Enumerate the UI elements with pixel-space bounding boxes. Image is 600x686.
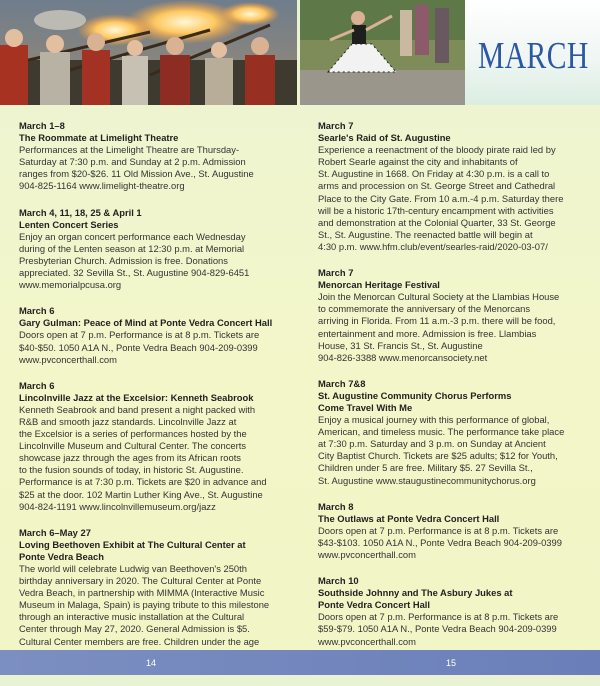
event-description: Experience a reenactment of the bloody pirate raid led by Robert Searle against the city and inhabitants of St. Augustine in 1668. On Friday at 4:30 p.m. is a call to arms and procession on St. George Street and Cathedral Place to the City Gate. From 10 a.m.-4 p.m. Saturday there will be a historic 17th-century encampment with activities and demonstration at the Colonial Quarter, 33 St. George St., St. Augustine. The reenacted battle will begin at 4:30 p.m. www.hfm.club/event/searles-raid/2020-03-07/ xyxy=(318,144,564,252)
event-item xyxy=(19,305,289,365)
event-description: Enjoy a musical journey with this performance of global, American, and timeless music. The performance take place at 7:30 p.m. Saturday and 3 p.m. on Sunday at Ancient City Baptist Church. Tickets are $25 adults; $12 for Youth, Children under 5 are free. Military $5. 27 Sevilla St., St. Augustine www.staugustinecommunitychorus.org xyxy=(318,414,565,486)
page-number-right: 15 xyxy=(446,658,457,668)
right-column xyxy=(318,120,586,662)
event-date: March 7 xyxy=(318,267,354,279)
event-description: Doors open at 7 p.m. Performance is at 8 p.m. Tickets are $59-$79. 1050 A1A N., Ponte Vedra Beach 904-209-0399 www.pvconcerthall.com xyxy=(318,611,559,647)
event-item xyxy=(318,378,586,487)
event-date: March 10 xyxy=(318,575,359,587)
event-title: The Roommate at Limelight Theatre xyxy=(19,132,179,144)
event-description: The world will celebrate Ludwig van Beethoven's 250th birthday anniversary in 2020. The Cultural Center at Ponte Vedra Beach, in partnership with MIMMA (Interactive Music Museum in Malaga, Spain) is paying tribute to this milestone through an interactive music installation at the Cultural Center through May 27, 2020. General Admission is $5. Cultural Center members are free. Children under the age xyxy=(19,563,270,647)
event-description: Join the Menorcan Cultural Society at the Llambias House to commemorate the anniversary of the Menorcans arriving in Florida. From 11 a.m.-3 p.m. there will be food, entertainment and more. Admission is free. Llambias House, 31 St. Francis St., St. Augustine 904-826-3388 www.menorcansociety.net xyxy=(318,291,560,363)
event-title: Gary Gulman: Peace of Mind at Ponte Vedra Concert Hall xyxy=(19,317,273,329)
event-item xyxy=(19,380,289,513)
event-date: March 7&8 xyxy=(318,377,366,389)
event-description: Enjoy an organ concert performance each Wednesday during of the Lenten season at 12:30 p.m. at Memorial Presbyterian Church. Admission is free. Donations appreciated. 32 Sevilla St., St. Augustine 904-829-6451 www.memorialpcusa.org xyxy=(19,230,250,291)
event-description: Performances at the Limelight Theatre are Thursday- Saturday at 7:30 p.m. and Sunday at 2 p.m. Admission ranges from $20-$26. 11 Old Mission Ave., St. Augustine 904-825-1164 www.limelight-theatre.org xyxy=(19,144,254,192)
event-date: March 7 xyxy=(318,120,354,131)
event-title: Southside Johnny and The Asbury Jukes at Ponte Vedra Concert Hall xyxy=(318,587,513,611)
left-column xyxy=(19,120,289,686)
month-title: MARCH xyxy=(478,35,589,77)
event-title: St. Augustine Community Chorus Performs Come Travel With Me xyxy=(318,389,512,413)
event-date: March 6 xyxy=(19,305,55,317)
event-item xyxy=(19,207,289,292)
event-title: Lenten Concert Series xyxy=(19,218,119,230)
page-header xyxy=(0,0,600,105)
page-footer-bar xyxy=(0,650,600,675)
event-title: Lincolnville Jazz at the Excelsior: Kenneth Seabrook xyxy=(19,391,254,403)
event-description: Kenneth Seabrook and band present a night packed with R&B and smooth jazz standards. Lincolnville Jazz at the Excelsior is a series of performances hosted by the Lincolnville Museum and Cultural Center. The concerts showcase jazz through the ages from its African roots to the fusion sounds of today, in historic St. Augustine. Performance is at 7:30 p.m. Tickets are $20 in advance and $25 at the door. 102 Martin Luther King Ave., St. Augustine 904-824-1191 www.lincolnvillemuseum.org/jazz xyxy=(19,403,267,512)
event-item xyxy=(19,120,289,193)
event-date: March 4, 11, 18, 25 & April 1 xyxy=(19,206,142,218)
event-title: Loving Beethoven Exhibit at The Cultural Center at Ponte Vedra Beach xyxy=(19,538,246,562)
event-date: March 1–8 xyxy=(19,120,65,131)
event-date: March 6 xyxy=(19,379,55,391)
event-item xyxy=(318,501,586,561)
event-description: Doors open at 7 p.m. Performance is at 8 p.m. Tickets are $40-$50. 1050 A1A N., Ponte Vedra Beach 904-209-0399 www.pvconcerthall.com xyxy=(19,329,260,365)
event-item xyxy=(318,575,586,648)
event-description: Doors open at 7 p.m. Performance is at 8 p.m. Tickets are $43-$103. 1050 A1A N., Ponte Vedra Beach 904-209-0399 www.pvconcerthall.com xyxy=(318,524,562,560)
event-title: Menorcan Heritage Festival xyxy=(318,279,440,291)
reenactment-musket-fire-photo xyxy=(0,0,297,105)
menorcan-dancer-photo xyxy=(300,0,465,105)
event-item xyxy=(318,267,586,364)
page-number-left: 14 xyxy=(146,658,157,668)
event-title: The Outlaws at Ponte Vedra Concert Hall xyxy=(318,512,500,524)
event-date: March 6–May 27 xyxy=(19,526,91,538)
event-item xyxy=(318,120,586,253)
event-date: March 8 xyxy=(318,500,354,512)
event-title: Searle's Raid of St. Augustine xyxy=(318,132,451,144)
